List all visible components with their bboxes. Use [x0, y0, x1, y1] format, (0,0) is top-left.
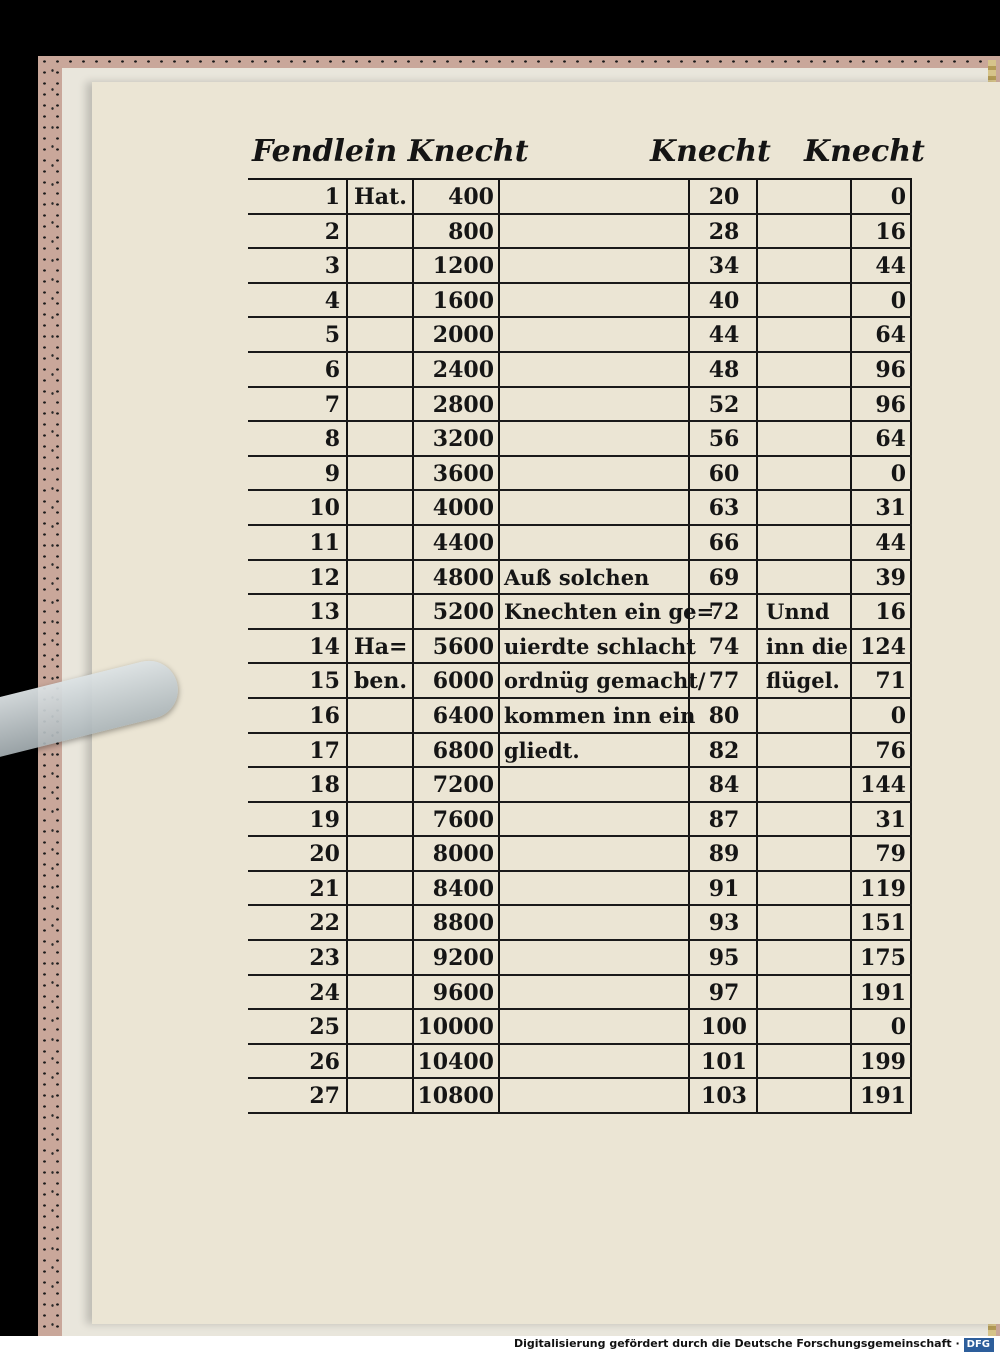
table-row [248, 249, 912, 284]
men-count: 4800 [416, 561, 500, 594]
knecht-count-2: 60 [692, 457, 758, 490]
table-row [248, 1045, 912, 1080]
table-row [248, 526, 912, 561]
note-text [502, 284, 690, 317]
row-word [350, 388, 414, 421]
wing-note [760, 1079, 852, 1112]
men-count: 9200 [416, 941, 500, 974]
row-word [350, 803, 414, 836]
knecht-count-3: 96 [854, 388, 912, 421]
knecht-count-3: 79 [854, 837, 912, 870]
wing-note [760, 249, 852, 282]
wing-note [760, 284, 852, 317]
row-word [350, 457, 414, 490]
note-text [502, 457, 690, 490]
knecht-count-3: 0 [854, 284, 912, 317]
wing-note [760, 906, 852, 939]
men-count: 5600 [416, 630, 500, 663]
row-number: 21 [252, 872, 348, 905]
wing-note [760, 526, 852, 559]
row-number: 7 [252, 388, 348, 421]
wing-note: Unnd [760, 595, 852, 628]
row-number: 24 [252, 976, 348, 1009]
table-row [248, 491, 912, 526]
row-word [350, 976, 414, 1009]
row-word: ben. [350, 664, 414, 697]
dfg-logo: DFG [964, 1338, 994, 1352]
table-row [248, 941, 912, 976]
knecht-count-3: 16 [854, 595, 912, 628]
row-word [350, 284, 414, 317]
men-count: 10000 [416, 1010, 500, 1043]
row-number: 9 [252, 457, 348, 490]
header-knecht-3: Knecht [804, 134, 925, 169]
knecht-count-2: 44 [692, 318, 758, 351]
wing-note [760, 180, 852, 213]
wing-note [760, 941, 852, 974]
table-row [248, 318, 912, 353]
note-text [502, 353, 690, 386]
row-number: 19 [252, 803, 348, 836]
knecht-count-2: 103 [692, 1079, 758, 1112]
knecht-count-3: 151 [854, 906, 912, 939]
knecht-count-2: 100 [692, 1010, 758, 1043]
wing-note [760, 803, 852, 836]
knecht-count-2: 34 [692, 249, 758, 282]
knecht-count-3: 16 [854, 215, 912, 248]
wing-note [760, 768, 852, 801]
note-text [502, 318, 690, 351]
row-number: 1 [252, 180, 348, 213]
row-number: 14 [252, 630, 348, 663]
knecht-count-2: 66 [692, 526, 758, 559]
row-number: 26 [252, 1045, 348, 1078]
men-count: 9600 [416, 976, 500, 1009]
row-word [350, 422, 414, 455]
knecht-count-3: 0 [854, 457, 912, 490]
wing-note [760, 1010, 852, 1043]
row-number: 4 [252, 284, 348, 317]
note-text [502, 422, 690, 455]
table-row [248, 803, 912, 838]
note-text: Knechten ein ge= [502, 595, 690, 628]
note-text [502, 1045, 690, 1078]
knecht-count-2: 28 [692, 215, 758, 248]
table-area [248, 128, 925, 1134]
men-count: 2400 [416, 353, 500, 386]
table-row [248, 768, 912, 803]
knecht-count-2: 40 [692, 284, 758, 317]
note-text [502, 1079, 690, 1112]
table-row [248, 664, 912, 699]
table-row [248, 595, 912, 630]
note-text [502, 1010, 690, 1043]
men-count: 2000 [416, 318, 500, 351]
note-text: Auß solchen [502, 561, 690, 594]
men-count: 10400 [416, 1045, 500, 1078]
men-count: 10800 [416, 1079, 500, 1112]
men-count: 400 [416, 180, 500, 213]
row-number: 10 [252, 491, 348, 524]
row-word [350, 491, 414, 524]
men-count: 6800 [416, 734, 500, 767]
wing-note [760, 388, 852, 421]
men-count: 1200 [416, 249, 500, 282]
men-count: 5200 [416, 595, 500, 628]
knecht-count-3: 124 [854, 630, 912, 663]
row-word [350, 768, 414, 801]
men-count: 8800 [416, 906, 500, 939]
row-word [350, 1010, 414, 1043]
knecht-count-2: 87 [692, 803, 758, 836]
men-count: 6400 [416, 699, 500, 732]
knecht-count-2: 97 [692, 976, 758, 1009]
men-count: 2800 [416, 388, 500, 421]
knecht-count-3: 64 [854, 422, 912, 455]
row-word [350, 837, 414, 870]
knecht-count-2: 95 [692, 941, 758, 974]
knecht-count-2: 72 [692, 595, 758, 628]
men-count: 800 [416, 215, 500, 248]
row-number: 13 [252, 595, 348, 628]
row-number: 8 [252, 422, 348, 455]
row-number: 5 [252, 318, 348, 351]
note-text [502, 180, 690, 213]
note-text [502, 906, 690, 939]
row-number: 11 [252, 526, 348, 559]
note-text [502, 249, 690, 282]
knecht-count-3: 144 [854, 768, 912, 801]
row-word [350, 353, 414, 386]
knecht-count-3: 96 [854, 353, 912, 386]
men-count: 3600 [416, 457, 500, 490]
knecht-count-3: 64 [854, 318, 912, 351]
knecht-count-2: 91 [692, 872, 758, 905]
note-text [502, 976, 690, 1009]
row-number: 20 [252, 837, 348, 870]
knecht-count-2: 74 [692, 630, 758, 663]
wing-note [760, 734, 852, 767]
knecht-count-3: 175 [854, 941, 912, 974]
note-text [502, 803, 690, 836]
table-row [248, 1010, 912, 1045]
row-number: 6 [252, 353, 348, 386]
knecht-count-2: 82 [692, 734, 758, 767]
table-row [248, 630, 912, 665]
row-word [350, 734, 414, 767]
row-number: 23 [252, 941, 348, 974]
knecht-count-3: 0 [854, 180, 912, 213]
row-word [350, 215, 414, 248]
row-word [350, 1045, 414, 1078]
men-count: 6000 [416, 664, 500, 697]
table-row [248, 457, 912, 492]
knecht-count-3: 76 [854, 734, 912, 767]
row-word [350, 699, 414, 732]
men-count: 1600 [416, 284, 500, 317]
men-count: 7200 [416, 768, 500, 801]
table-row [248, 837, 912, 872]
data-table [248, 178, 912, 1114]
wing-note [760, 872, 852, 905]
row-number: 17 [252, 734, 348, 767]
row-number: 3 [252, 249, 348, 282]
wing-note [760, 422, 852, 455]
row-number: 2 [252, 215, 348, 248]
row-word [350, 1079, 414, 1112]
table-row [248, 353, 912, 388]
men-count: 7600 [416, 803, 500, 836]
knecht-count-2: 80 [692, 699, 758, 732]
note-text [502, 768, 690, 801]
knecht-count-3: 31 [854, 491, 912, 524]
row-word [350, 249, 414, 282]
knecht-count-2: 93 [692, 906, 758, 939]
row-number: 18 [252, 768, 348, 801]
table-row [248, 284, 912, 319]
note-text: kommen inn ein [502, 699, 690, 732]
knecht-count-3: 0 [854, 1010, 912, 1043]
row-number: 16 [252, 699, 348, 732]
knecht-count-2: 84 [692, 768, 758, 801]
men-count: 4000 [416, 491, 500, 524]
footer-bar [0, 1336, 1000, 1352]
note-text: gliedt. [502, 734, 690, 767]
note-text [502, 941, 690, 974]
knecht-count-3: 199 [854, 1045, 912, 1078]
table-row [248, 734, 912, 769]
row-number: 27 [252, 1079, 348, 1112]
knecht-count-2: 77 [692, 664, 758, 697]
note-text [502, 526, 690, 559]
note-text [502, 837, 690, 870]
note-text [502, 215, 690, 248]
wing-note [760, 491, 852, 524]
row-number: 25 [252, 1010, 348, 1043]
men-count: 8400 [416, 872, 500, 905]
wing-note: flügel. [760, 664, 852, 697]
table-row [248, 976, 912, 1011]
note-text [502, 491, 690, 524]
knecht-count-2: 20 [692, 180, 758, 213]
row-word [350, 906, 414, 939]
table-row [248, 699, 912, 734]
row-word: Hat. [350, 180, 414, 213]
knecht-count-2: 101 [692, 1045, 758, 1078]
knecht-count-3: 71 [854, 664, 912, 697]
row-word [350, 318, 414, 351]
note-text: uierdte schlacht [502, 630, 690, 663]
knecht-count-3: 44 [854, 526, 912, 559]
table-row [248, 388, 912, 423]
book-page [92, 82, 1000, 1324]
knecht-count-2: 69 [692, 561, 758, 594]
row-word [350, 872, 414, 905]
row-word [350, 941, 414, 974]
knecht-count-3: 191 [854, 976, 912, 1009]
row-word [350, 561, 414, 594]
knecht-count-3: 31 [854, 803, 912, 836]
note-text [502, 388, 690, 421]
wing-note [760, 837, 852, 870]
note-text [502, 872, 690, 905]
wing-note [760, 561, 852, 594]
table-row [248, 872, 912, 907]
note-text: ordnüg gemacht/ [502, 664, 690, 697]
row-number: 15 [252, 664, 348, 697]
row-word [350, 595, 414, 628]
knecht-count-3: 119 [854, 872, 912, 905]
knecht-count-2: 56 [692, 422, 758, 455]
header-knecht-2: Knecht [650, 134, 771, 169]
men-count: 4400 [416, 526, 500, 559]
table-row [248, 906, 912, 941]
knecht-count-3: 39 [854, 561, 912, 594]
wing-note [760, 457, 852, 490]
wing-note [760, 699, 852, 732]
wing-note [760, 215, 852, 248]
row-number: 22 [252, 906, 348, 939]
men-count: 8000 [416, 837, 500, 870]
knecht-count-2: 48 [692, 353, 758, 386]
table-row [248, 1079, 912, 1114]
men-count: 3200 [416, 422, 500, 455]
row-word [350, 526, 414, 559]
table-row [248, 180, 912, 215]
wing-note [760, 976, 852, 1009]
knecht-count-3: 191 [854, 1079, 912, 1112]
wing-note [760, 318, 852, 351]
knecht-count-2: 63 [692, 491, 758, 524]
table-row [248, 215, 912, 250]
wing-note [760, 1045, 852, 1078]
table-row [248, 422, 912, 457]
row-number: 12 [252, 561, 348, 594]
wing-note [760, 353, 852, 386]
header-fendlein-knecht: Fendlein Knecht [252, 134, 529, 169]
knecht-count-2: 52 [692, 388, 758, 421]
footer-credit: Digitalisierung gefördert durch die Deutsche Forschungsgemeinschaft · [513, 1337, 960, 1350]
knecht-count-3: 44 [854, 249, 912, 282]
knecht-count-2: 89 [692, 837, 758, 870]
wing-note: inn die [760, 630, 852, 663]
row-word: Ha= [350, 630, 414, 663]
table-row [248, 561, 912, 596]
knecht-count-3: 0 [854, 699, 912, 732]
